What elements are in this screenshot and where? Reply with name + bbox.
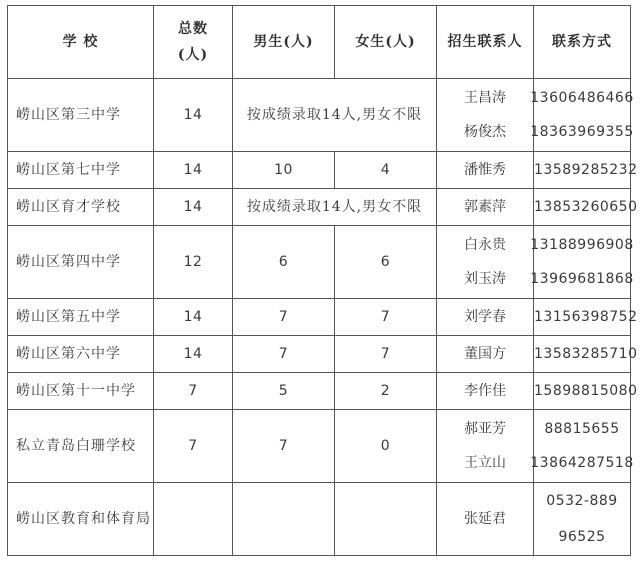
contact-persons bbox=[437, 79, 534, 152]
contact-phones bbox=[530, 226, 634, 299]
female-count: 0 bbox=[335, 410, 437, 483]
total-count bbox=[154, 483, 233, 556]
total-count: 12 bbox=[154, 226, 233, 299]
school-name: 崂山区第三中学 bbox=[8, 79, 154, 152]
contact-phone: 13606486466 bbox=[530, 90, 634, 106]
table-row bbox=[8, 152, 631, 189]
contact-phone: 13589285232 bbox=[534, 152, 631, 189]
enrollment-note: 按成绩录取14人,男女不限 bbox=[233, 189, 437, 226]
female-count: 7 bbox=[335, 336, 437, 373]
total-count: 14 bbox=[154, 299, 233, 336]
table-row bbox=[8, 79, 631, 152]
total-count: 7 bbox=[154, 373, 233, 410]
header-school: 学 校 bbox=[8, 6, 154, 79]
male-count: 6 bbox=[233, 226, 335, 299]
school-name: 崂山区第五中学 bbox=[8, 299, 154, 336]
contact-phone: 13156398752 bbox=[534, 299, 631, 336]
male-count bbox=[233, 483, 335, 556]
contact-person: 郝亚芳 bbox=[464, 421, 506, 437]
table-row bbox=[8, 189, 631, 226]
school-name: 崂山区第十一中学 bbox=[8, 373, 154, 410]
contact-phone: 13864287518 bbox=[530, 455, 634, 471]
contact-phones bbox=[530, 79, 634, 152]
header-contact-person: 招生联系人 bbox=[437, 6, 534, 79]
contact-person: 张延君 bbox=[437, 483, 534, 556]
contact-person: 王立山 bbox=[464, 455, 506, 471]
contact-phone: 13853260650 bbox=[534, 189, 631, 226]
school-name: 崂山区第四中学 bbox=[8, 226, 154, 299]
header-contact: 联系方式 bbox=[534, 6, 631, 79]
enrollment-table-container bbox=[7, 5, 638, 556]
female-count: 4 bbox=[335, 152, 437, 189]
contact-person: 刘学春 bbox=[437, 299, 534, 336]
male-count: 10 bbox=[233, 152, 335, 189]
contact-phone: 15898815080 bbox=[534, 373, 631, 410]
table-row bbox=[8, 483, 631, 556]
total-count: 14 bbox=[154, 79, 233, 152]
total-count: 14 bbox=[154, 336, 233, 373]
total-count: 14 bbox=[154, 189, 233, 226]
contact-person: 王昌涛 bbox=[464, 90, 506, 106]
school-name: 崂山区教育和体育局 bbox=[8, 483, 154, 556]
header-total-line2: (人) bbox=[177, 47, 209, 63]
enrollment-note: 按成绩录取14人,男女不限 bbox=[233, 79, 437, 152]
header-row bbox=[8, 6, 631, 79]
school-name: 崂山区第七中学 bbox=[8, 152, 154, 189]
male-count: 7 bbox=[233, 410, 335, 483]
contact-phones bbox=[530, 410, 634, 483]
total-count: 7 bbox=[154, 410, 233, 483]
header-female: 女生(人) bbox=[335, 6, 437, 79]
school-name: 私立青岛白珊学校 bbox=[8, 410, 154, 483]
female-count: 6 bbox=[335, 226, 437, 299]
male-count: 5 bbox=[233, 373, 335, 410]
header-total-line1: 总数 bbox=[178, 21, 208, 37]
male-count: 7 bbox=[233, 336, 335, 373]
female-count: 7 bbox=[335, 299, 437, 336]
header-total bbox=[154, 6, 233, 79]
contact-person: 李作佳 bbox=[437, 373, 534, 410]
contact-person: 董国方 bbox=[437, 336, 534, 373]
school-name: 崂山区育才学校 bbox=[8, 189, 154, 226]
table-row bbox=[8, 373, 631, 410]
contact-person: 白永贵 bbox=[464, 237, 506, 253]
contact-phone: 13583285710 bbox=[534, 336, 631, 373]
total-count: 14 bbox=[154, 152, 233, 189]
contact-person: 潘惟秀 bbox=[437, 152, 534, 189]
school-name: 崂山区第六中学 bbox=[8, 336, 154, 373]
table-row bbox=[8, 336, 631, 373]
contact-person: 杨俊杰 bbox=[464, 124, 506, 140]
female-count: 2 bbox=[335, 373, 437, 410]
enrollment-table bbox=[7, 5, 638, 556]
male-count: 7 bbox=[233, 299, 335, 336]
contact-persons bbox=[437, 226, 534, 299]
header-male: 男生(人) bbox=[233, 6, 335, 79]
contact-phone: 13969681868 bbox=[530, 271, 634, 287]
contact-phone: 0532-88996525 bbox=[534, 483, 631, 556]
contact-person: 郭素萍 bbox=[437, 189, 534, 226]
contact-persons bbox=[437, 410, 534, 483]
contact-phone: 13188996908 bbox=[530, 237, 634, 253]
contact-phone: 18363969355 bbox=[530, 124, 634, 140]
contact-person: 刘玉涛 bbox=[464, 271, 506, 287]
table-row bbox=[8, 410, 631, 483]
table-row bbox=[8, 226, 631, 299]
table-row bbox=[8, 299, 631, 336]
contact-phone: 88815655 bbox=[544, 421, 620, 437]
female-count bbox=[335, 483, 437, 556]
